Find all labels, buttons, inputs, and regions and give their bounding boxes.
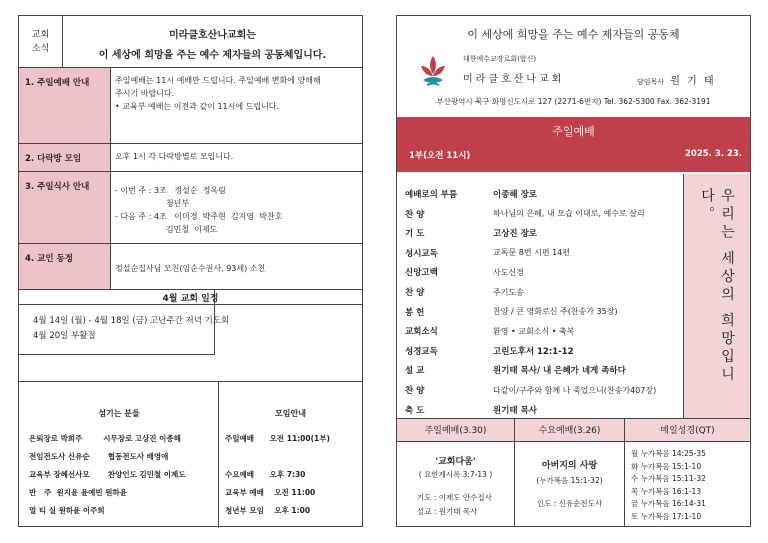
order-value: 고상진 장로 [493, 229, 538, 240]
announcement-label: 3. 주일식사 안내 [19, 172, 111, 243]
motto-title: 이 세상에 희망을 주는 예수 제자들의 공동체 [467, 28, 680, 41]
schedule-line: 4월 14일 (월) - 4월 18일 (금) 고난주간 저녁 기도회 [33, 316, 230, 326]
order-value: 교독문 8번 시편 14편 [493, 248, 570, 258]
side-motto [683, 174, 750, 418]
order-label: 기 도 [405, 229, 425, 240]
order-row [405, 360, 626, 380]
meeting-row: 교육부 예배 오전 11:00 [225, 488, 316, 497]
order-label: 봉 헌 [405, 307, 425, 318]
qt-row: 화 누가복음 15:1-10 [631, 461, 702, 471]
order-row [405, 380, 656, 400]
announcement-3 [19, 172, 362, 244]
order-label: 축 도 [405, 405, 425, 416]
service-date: 2025. 3. 23. [684, 149, 742, 159]
order-value: 찬양 / 큰 영화로신 주(찬송가 35장) [493, 307, 618, 317]
order-row [405, 302, 618, 322]
next-sunday-header: 주일예배(3.30) [397, 418, 515, 442]
order-row [405, 204, 645, 224]
service-banner [397, 117, 750, 172]
order-row [405, 262, 524, 282]
announcement-1 [19, 68, 362, 144]
church-address: 부산광역시 북구 화명신도시로 127 (2271-6번지) Tel. 362-5300 Fax. 362-3191 [436, 97, 711, 106]
wednesday-info [515, 442, 625, 526]
church-logo-icon [417, 52, 449, 88]
servant-row: 교육부 장혜선사모 찬양인도 김민철 이제도 [29, 470, 186, 479]
announcement-line: - 다음 주 : 4조 이미경 박주현 김지영 박찬호 [115, 212, 283, 221]
order-label: 성시교독 [405, 248, 438, 259]
order-row [405, 400, 537, 420]
qt-header: 매일성경(QT) [625, 418, 750, 442]
service-time: 1부(오전 11시) [409, 151, 471, 161]
announcement-line: • 교육부 예배는 이전과 같이 11시에 드립니다. [115, 102, 280, 111]
announcement-label: 1. 주일예배 안내 [19, 68, 111, 143]
order-value: 주기도송 [493, 287, 524, 297]
announcement-line: 정설순집사님 모친(임순수권사, 93세) 소천 [115, 264, 266, 273]
sermon-title: '교회다움' [435, 457, 476, 467]
servants-column [19, 382, 219, 528]
announcement-2 [19, 144, 362, 172]
announcement-line: 오후 1시 각 다락방별로 모입니다. [115, 152, 234, 161]
servant-row: 반 주 원지윤 윤예빈 원하윤 [29, 488, 127, 497]
order-row [405, 223, 537, 243]
meetings-title: 모임안내 [275, 409, 306, 418]
order-value: 환영 • 교회소식 • 축복 [493, 326, 575, 336]
church-name: 미라클호산나교회 [463, 74, 565, 85]
divider [19, 304, 362, 305]
order-row [405, 321, 574, 341]
order-value: 이종해 장로 [493, 190, 538, 200]
sermon-reference: ( 요한계시록 3:7-13 ) [418, 470, 493, 479]
qt-row: 월 누가복음 14:25-35 [631, 449, 706, 458]
tag-line-1: 교회 [31, 30, 50, 40]
worship-order [397, 174, 683, 418]
servant-row: 전임전도사 신유순 협동전도사 배영애 [29, 452, 169, 461]
banner-title: 주일예배 [552, 125, 595, 138]
announcements-panel [18, 15, 363, 527]
order-label: 찬 양 [405, 209, 425, 220]
wednesday-leader: 인도 : 신유순전도사 [536, 499, 603, 508]
bulletin-panel [396, 15, 751, 527]
order-row [405, 341, 574, 361]
schedule-body [33, 314, 229, 344]
order-value: 다같이/구주와 함께 나 죽었으니(찬송가407장) [493, 385, 657, 395]
announcement-line: 청년부 [115, 199, 190, 208]
servant-row: 멀 티 실 원하윤 이주희 [29, 506, 105, 515]
order-label: 성경교독 [405, 346, 438, 357]
order-label: 찬 양 [405, 288, 425, 298]
announcement-line: 주일예배는 11시 예배만 드립니다. 주일예배 변화에 양해해 [115, 76, 321, 85]
wednesday-header: 수요예배(3.26) [515, 418, 625, 442]
header-title-2: 이 세상에 희망을 주는 예수 제자들의 공동체입니다. [98, 50, 327, 61]
side-motto-text: 우리는 세상의 희망입니다。 [699, 188, 735, 385]
order-label: 신앙고백 [405, 268, 438, 279]
announcement-line: 김민철 이제도 [115, 225, 218, 234]
section-tag [19, 16, 63, 68]
meeting-row [225, 448, 330, 466]
order-value: 원기태 목사/ 내 은혜가 네게 족하다 [493, 366, 626, 377]
servants-list [29, 430, 186, 520]
pastor-label: 담임목사 [637, 78, 665, 86]
order-value: 사도신경 [493, 267, 524, 277]
order-label: 찬 양 [405, 386, 425, 396]
pastor-name: 원 기 태 [670, 76, 716, 87]
wednesday-reference: (누가복음 15:1-32) [536, 476, 603, 485]
announcements-header [19, 16, 362, 68]
order-label: 예배로의 부름 [405, 190, 458, 200]
order-row [405, 243, 570, 263]
announcement-label: 2. 다락방 모임 [19, 144, 111, 171]
qt-row: 금 누가복음 16:14-31 [631, 499, 706, 508]
qt-row: 수 누가복음 15:11-32 [631, 474, 706, 483]
next-sunday-info [397, 442, 515, 526]
meeting-row: 주일예배 오전 11:00(1부) [225, 434, 330, 443]
order-label: 교회소식 [405, 327, 438, 338]
order-value: 원기태 목사 [493, 405, 538, 416]
qt-row: 토 누가복음 17:1-10 [631, 511, 702, 521]
preacher: 설교 : 원기태 목사 [417, 507, 478, 516]
qt-list [631, 448, 706, 523]
order-value: 하나님의 은혜, 내 모습 이대로, 예수로 살리 [493, 209, 645, 219]
announcement-label: 4. 교인 동정 [19, 244, 111, 289]
order-value: 고린도후서 12:1-12 [493, 346, 574, 357]
order-row [405, 184, 537, 204]
wednesday-title: 아버지의 사랑 [541, 461, 598, 471]
tag-line-2: 소식 [31, 44, 50, 54]
qt-row: 목 누가복음 16:1-13 [631, 486, 702, 496]
servant-row: 은퇴장로 박희주 시무장로 고상진 이종해 [29, 434, 181, 443]
announcement-line: - 이번 주 : 3조 정설순 정옥림 [115, 186, 226, 195]
announcement-line: 주시기 바랍니다. [115, 89, 175, 98]
meetings-list [225, 430, 330, 520]
servants-title: 섬기는 분들 [98, 409, 140, 418]
order-label: 설 교 [405, 366, 425, 377]
denomination: 대한예수교장로회(합신) [463, 55, 537, 63]
meeting-row: 청년부 모임 오후 1:00 [225, 506, 311, 515]
schedule-line: 4월 20일 부활절 [33, 331, 96, 341]
meeting-row: 수요예배 오후 7:30 [225, 470, 306, 479]
prayer-leader: 기도 : 이제도 안수집사 [417, 493, 492, 502]
schedule-title: 4월 교회 일정 [162, 294, 219, 304]
order-row [405, 282, 524, 302]
bottom-info [397, 418, 750, 526]
servants-section [19, 381, 362, 527]
pastor [637, 72, 716, 87]
header-title-1: 미라클호산나교회는 [169, 30, 256, 41]
announcement-4 [19, 244, 362, 290]
